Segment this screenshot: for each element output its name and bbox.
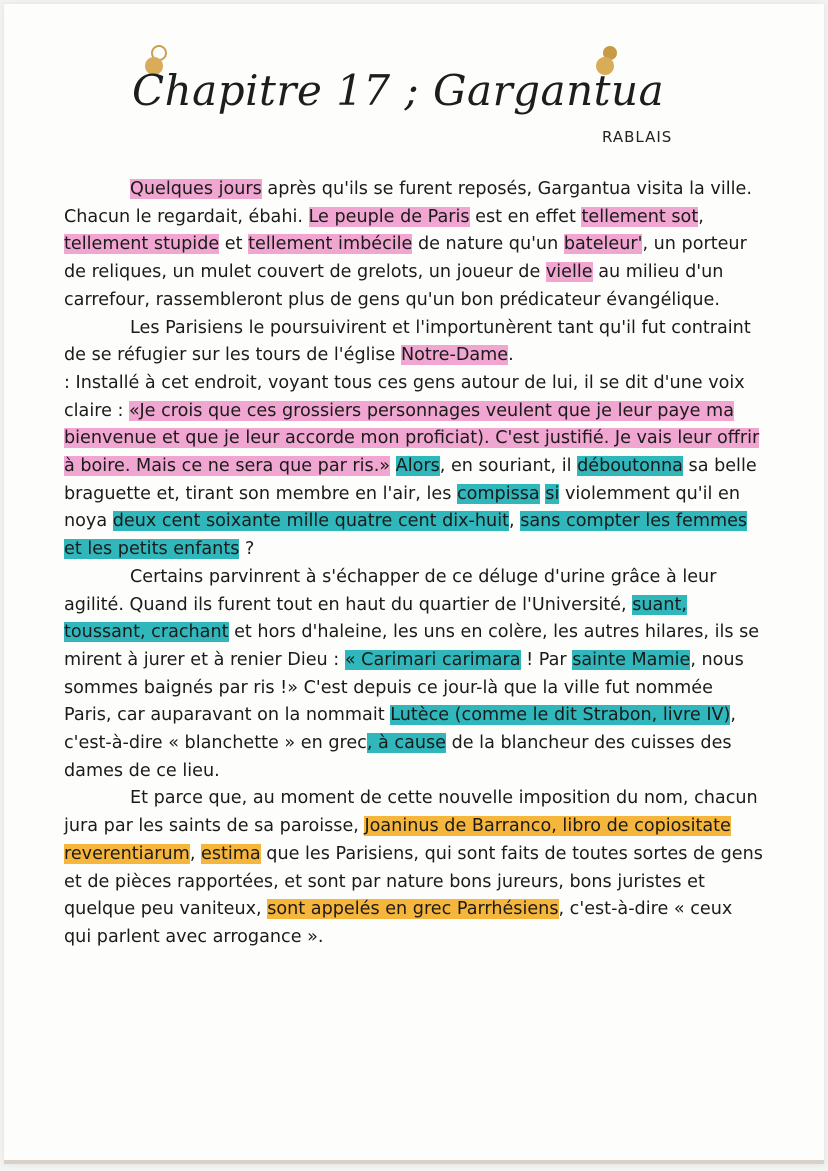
highlighted-text: Lutèce (comme le dit Strabon, livre IV) <box>390 705 731 726</box>
text-segment: , en souriant, il <box>439 456 578 477</box>
text-segment: , c'est-à-dire « blanchette » en grec <box>64 705 737 754</box>
highlighted-text: estima <box>201 843 261 864</box>
highlighted-text: tellement stupide <box>64 234 220 255</box>
text-segment: , c'est-à-dire « ceux qui parlent avec arrogance ». <box>64 899 733 947</box>
highlighted-text: Le peuple de Paris <box>308 206 470 227</box>
highlighted-text: tellement sot <box>581 206 699 227</box>
document-page <box>4 4 824 1164</box>
paragraph-4 <box>64 564 764 786</box>
highlighted-text: Joaninus de Barranco, libro de copiositate reverentiarum <box>64 816 731 864</box>
chapter-title: Chapitre 17 ; Gargantua <box>132 66 665 115</box>
page-edge <box>4 1160 824 1164</box>
author-name: RABLAIS <box>602 128 673 146</box>
highlighted-text: sainte Mamie <box>572 649 691 670</box>
text-segment: violemment qu'il en noya <box>64 483 740 532</box>
text-segment: : Installé à cet endroit, voyant tous ces gens autour de lui, il se dit d'une voix claire : <box>64 372 745 421</box>
text-segment: ? <box>239 539 255 560</box>
highlighted-text: Quelques jours <box>130 179 262 199</box>
text-segment: Certains parvinrent à s'échapper de ce déluge d'urine grâce à leur agilité. Quand ils furent tout en haut du quartier de l'Université, <box>64 566 717 615</box>
text-segment: après qu'ils se furent reposés, Gargantua visita la ville. Chacun le regardait, ébahi. <box>64 179 752 227</box>
text-segment: , nous sommes baignés par ris !» C'est depuis ce jour-là que la ville fut nommée Paris, car auparavant on la nommait <box>64 649 744 726</box>
text-segment: . <box>508 345 514 366</box>
text-segment: , <box>509 511 521 532</box>
highlighted-text: , à cause <box>366 733 446 754</box>
highlighted-text: deux cent soixante mille quatre cent dix-huit <box>112 511 509 532</box>
highlighted-text: déboutonna <box>577 456 683 477</box>
highlighted-text: suant, toussant, crachant <box>64 594 687 643</box>
paragraph-5 <box>64 785 764 951</box>
highlighted-text: sans compter les femmes et les petits enfants <box>64 511 748 560</box>
text-segment <box>390 456 396 476</box>
highlighted-text: compissa <box>456 483 540 504</box>
highlighted-text: vielle <box>545 262 593 283</box>
highlighted-text: « Carimari carimara <box>344 649 521 670</box>
text-segment: que les Parisiens, qui sont faits de toutes sortes de gens et de pièces rapportées, et sont par nature bons jureurs, bons juristes et quelque peu vaniteux, <box>64 843 763 920</box>
highlighted-text: sont appelés en grec Parrhésiens <box>267 899 559 920</box>
text-segment: Les Parisiens le poursuivirent et l'importunèrent tant qu'il fut contraint de se réfugier sur les tours de l'église <box>64 317 751 366</box>
text-segment: sa belle braguette et, tirant son membre en l'air, les <box>64 456 757 504</box>
text-segment: Et parce que, au moment de cette nouvelle imposition du nom, chacun jura par les saints de sa paroisse, <box>64 788 758 837</box>
highlighted-text: Notre-Dame <box>400 345 509 366</box>
highlighted-text: Alors <box>395 456 440 477</box>
text-segment: et <box>219 234 249 255</box>
text-segment: au milieu d'un carrefour, rassembleront plus de gens qu'un bon prédicateur évangélique. <box>64 262 724 310</box>
paragraph-2 <box>64 315 764 370</box>
paragraph-3 <box>64 370 764 564</box>
text-segment: et hors d'haleine, les uns en colère, les autres hilares, ils se mirent à jurer et à renier Dieu : <box>64 622 760 670</box>
text-segment: ! Par <box>520 649 573 670</box>
highlighted-text: bateleur' <box>563 234 643 255</box>
highlighted-text: tellement imbécile <box>248 234 413 255</box>
highlighted-text: «Je crois que ces grossiers personnages veulent que je leur paye ma bienvenue et que je leur accorde mon proficiat). C'est justifié. Je vais leur offrir à boire. Mais ce ne sera que par ris.» <box>64 400 760 477</box>
text-segment: de nature qu'un <box>412 234 564 255</box>
text-segment: , <box>698 206 704 227</box>
text-segment: , <box>189 843 202 864</box>
text-segment: est en effet <box>469 206 582 227</box>
text-body <box>64 176 764 952</box>
paragraph-1 <box>64 176 764 315</box>
highlighted-text: si <box>545 483 560 504</box>
text-segment: , un porteur de reliques, un mulet couvert de grelots, un joueur de <box>64 234 747 283</box>
text-segment: de la blancheur des cuisses des dames de ce lieu. <box>64 733 732 781</box>
